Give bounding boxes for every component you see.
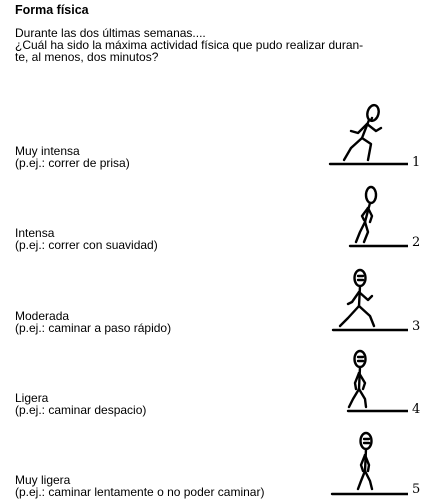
page-title: Forma física <box>15 3 89 17</box>
question-line: Durante las dos últimas semanas.... <box>15 26 206 40</box>
question-text <box>15 27 435 63</box>
option-very-intense <box>15 145 130 169</box>
option-label: Moderada <box>15 309 70 323</box>
option-example: (p.ej.: correr de prisa) <box>15 156 130 170</box>
score-number: 2 <box>412 235 421 250</box>
slow-walking-figure-icon <box>328 345 408 417</box>
score-number: 4 <box>412 402 421 417</box>
score-number: 3 <box>412 319 421 334</box>
option-label: Muy intensa <box>15 144 80 158</box>
option-intense <box>15 227 158 251</box>
option-very-light <box>15 474 264 498</box>
option-example: (p.ej.: caminar despacio) <box>15 403 147 417</box>
question-line: te, al menos, dos minutos? <box>15 50 159 64</box>
standing-figure-icon <box>328 427 408 499</box>
sprinting-figure-icon <box>328 98 408 170</box>
score-number: 5 <box>412 482 421 497</box>
option-label: Intensa <box>15 226 55 240</box>
option-example: (p.ej.: correr con suavidad) <box>15 238 158 252</box>
option-example: (p.ej.: caminar a paso rápido) <box>15 321 172 335</box>
option-moderate <box>15 310 171 334</box>
option-label: Ligera <box>15 391 49 405</box>
fast-walking-figure-icon <box>328 264 408 336</box>
jogging-figure-icon <box>328 180 408 252</box>
question-line: ¿Cuál ha sido la máxima actividad física que pudo realizar duran- <box>15 38 364 52</box>
option-light <box>15 392 146 416</box>
score-number: 1 <box>412 155 421 170</box>
option-example: (p.ej.: caminar lentamente o no poder caminar) <box>15 485 265 499</box>
option-label: Muy ligera <box>15 473 71 487</box>
